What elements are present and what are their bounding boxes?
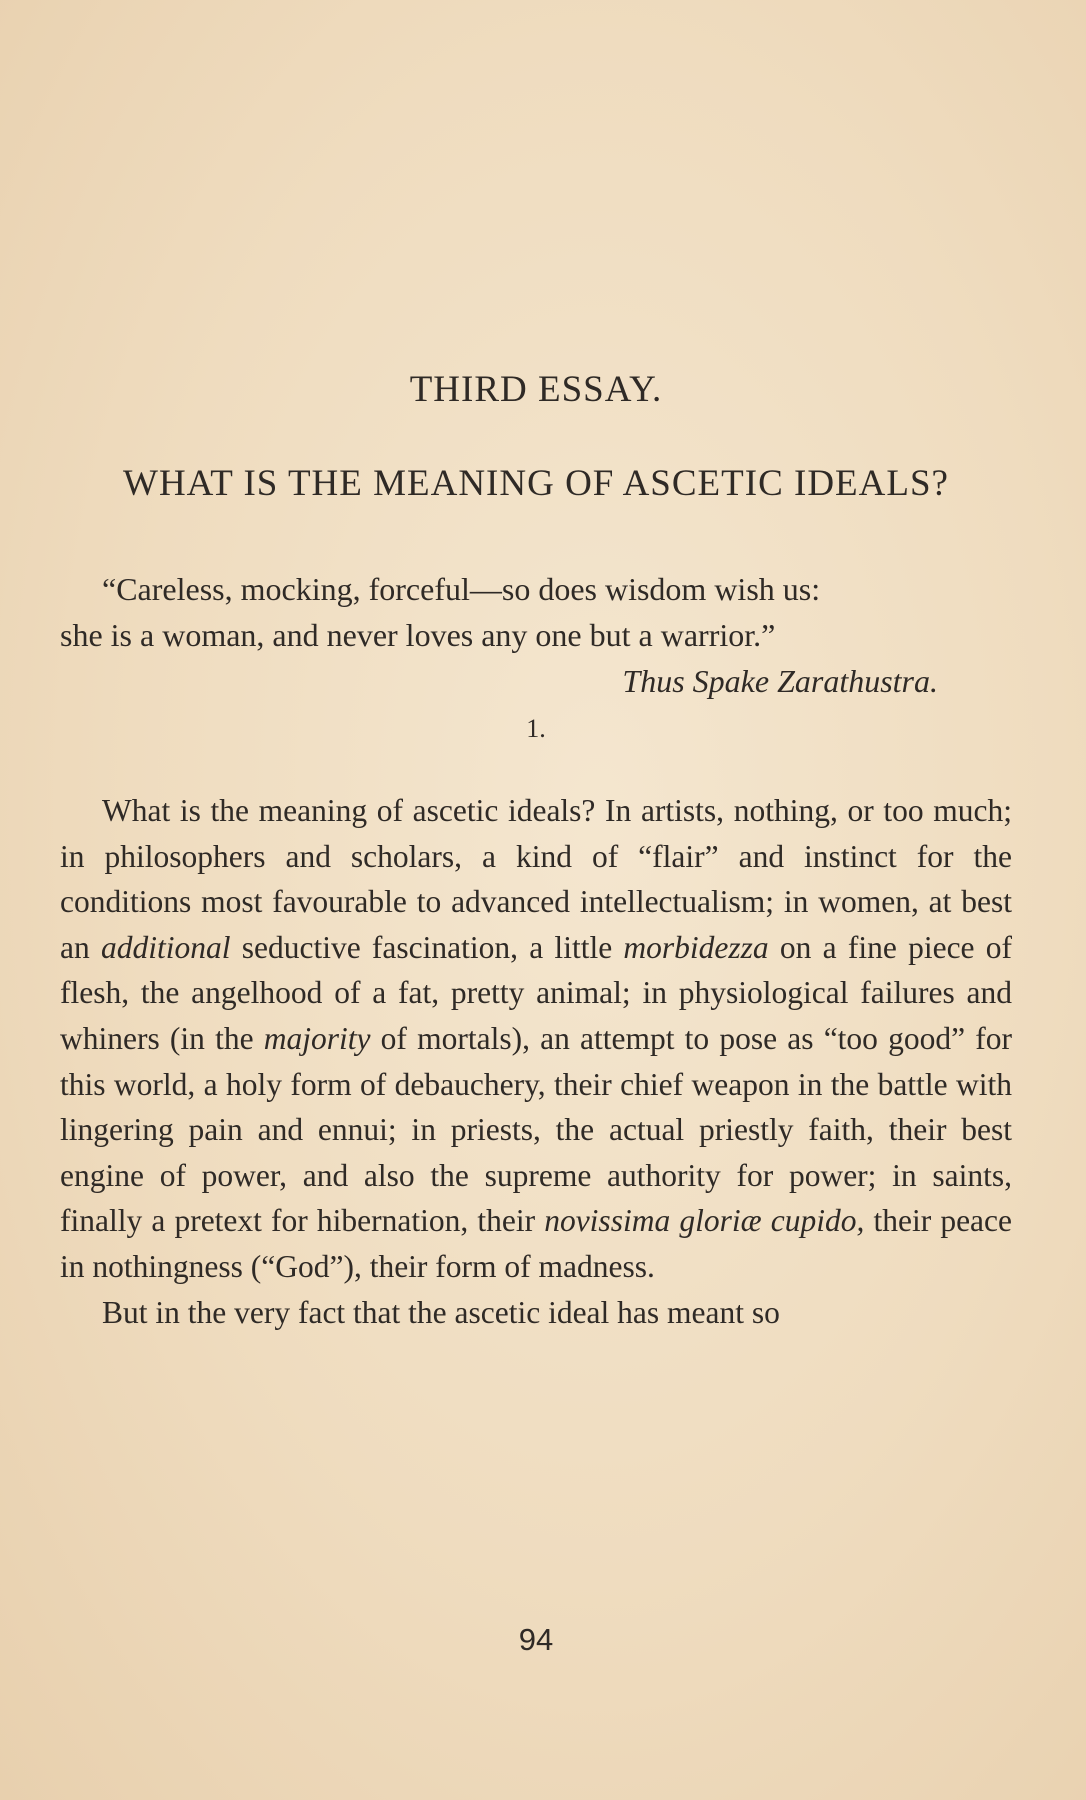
italic-majority: majority xyxy=(263,1020,371,1056)
section-number: 1. xyxy=(526,714,546,743)
epigraph-line-1: “Careless, mocking, forceful—so does wisdom wish us: xyxy=(102,571,821,607)
body-text xyxy=(60,788,1012,1335)
book-page xyxy=(60,0,1012,1800)
paragraph-2: But in the very fact that the ascetic ideal has meant so xyxy=(102,1294,780,1330)
italic-morbidezza: morbidezza xyxy=(623,929,769,965)
paragraph-1-text-b: seductive fascination, a little xyxy=(230,929,624,965)
paragraph-1-text-e: their peace in nothingness (“God”), their form of madness. xyxy=(60,1203,1012,1284)
page-number: 94 xyxy=(518,1622,554,1657)
paragraph-1-text-a: What is the meaning of ascetic ideals? In artists, nothing, or too much; in philosophers and scholars, a kind of “flair” and instinct for the conditions most favourable to advanced intellectualism; in women, at best an xyxy=(60,793,1012,965)
italic-novissima: novissima gloriæ cupido, xyxy=(544,1203,865,1239)
essay-title: WHAT IS THE MEANING OF ASCETIC IDEALS? xyxy=(123,463,949,504)
essay-number: THIRD ESSAY. xyxy=(409,369,663,410)
epigraph-attribution: Thus Spake Zarathustra. xyxy=(622,663,938,699)
paragraph-1-text-c: on a fine piece of flesh, the angelhood of a fat, pretty animal; in physiological failures and whiners (in the xyxy=(60,929,1013,1056)
paragraph-1-text-d: of mortals), an attempt to pose as “too good” for this world, a holy form of debauchery, their chief weapon in the battle with lingering pain and ennui; in priests, the actual priestly faith, their best engine of power, and also the supreme authority for power; in saints, finally a pretext for hibernation, their xyxy=(60,1020,1012,1239)
epigraph xyxy=(60,566,1012,704)
epigraph-line-2: she is a woman, and never loves any one but a warrior.” xyxy=(60,617,776,653)
paragraph-1 xyxy=(60,788,1012,1290)
italic-additional: additional xyxy=(100,929,231,965)
